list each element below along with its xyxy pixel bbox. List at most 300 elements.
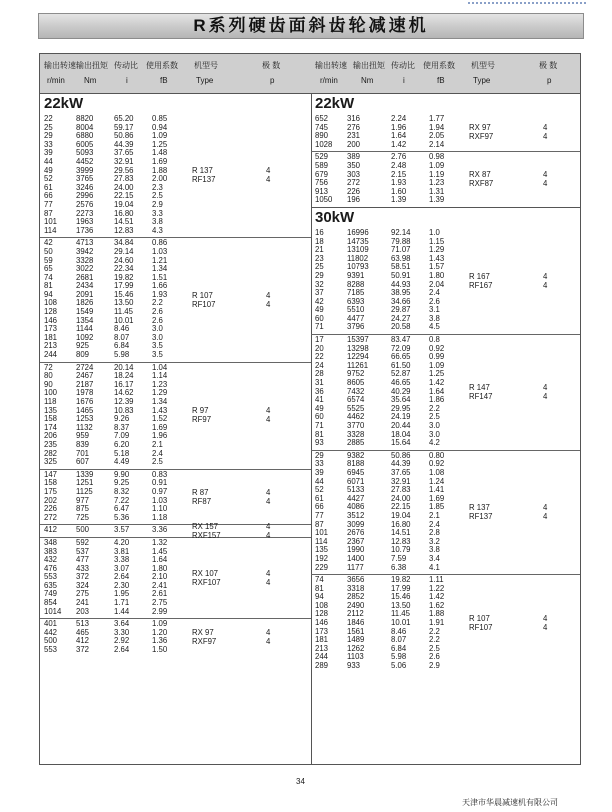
cell-ratio: 2.92 [114,636,130,646]
cell-speed: 39 [44,148,53,158]
left-table-half [40,54,312,764]
cell-speed: 101 [44,217,58,227]
table-row [311,141,581,150]
cell-speed: 81 [44,281,53,291]
cell-service-factor: 1.91 [429,618,445,628]
cell-torque: 6005 [76,139,94,149]
header-service-factor: 使用系数 [146,61,178,70]
cell-torque: 959 [76,431,90,441]
cell-torque: 925 [76,341,90,351]
cell-torque: 4452 [76,156,94,166]
cell-service-factor: 0.98 [429,152,445,162]
cell-speed: 529 [315,152,329,162]
cell-torque: 303 [347,169,361,179]
cell-torque: 8004 [76,122,94,132]
cell-poles: 4 [543,382,548,392]
cell-speed: 244 [315,652,329,662]
cell-torque: 9382 [347,450,365,460]
cell-torque: 3246 [76,182,94,192]
cell-speed: 890 [315,131,329,141]
cell-type: RF167 [469,280,493,290]
cell-torque: 513 [76,619,90,629]
cell-service-factor: 1.41 [429,485,445,495]
cell-ratio: 66.65 [391,352,411,362]
cell-torque: 13298 [347,343,369,353]
cell-type: RXF97 [469,132,494,142]
cell-torque: 276 [347,122,361,132]
cell-speed: 913 [315,186,329,196]
cell-speed: 1014 [44,606,62,616]
cell-speed: 72 [44,362,53,372]
header-poles: 极 数 [262,61,281,70]
cell-torque: 231 [347,131,361,141]
cell-poles: 4 [543,511,548,521]
header-type: 机型号 [471,61,495,70]
cell-type: RX 97 [192,628,214,638]
cell-speed: 226 [44,504,58,514]
cell-torque: 4477 [347,313,365,323]
cell-torque: 4086 [347,502,365,512]
cell-speed: 108 [44,298,58,308]
cell-type: RF97 [192,415,212,425]
unit-poles: p [547,76,552,85]
cell-speed: 100 [44,388,58,398]
cell-speed: 23 [315,253,324,263]
spec-table [39,53,581,765]
cell-torque: 16996 [347,227,369,237]
cell-speed: 52 [44,174,53,184]
cell-ratio: 13.50 [391,600,411,610]
cell-torque: 8288 [347,279,365,289]
table-row [40,351,311,360]
cell-type: RXF157 [192,530,221,540]
cell-service-factor: 0.91 [152,478,168,488]
cell-torque: 3796 [347,322,365,332]
cell-speed: 81 [315,583,324,593]
cell-ratio: 24.60 [114,255,134,265]
cell-torque: 4427 [347,493,365,503]
cell-torque: 1253 [76,414,94,424]
cell-ratio: 8.37 [114,422,130,432]
cell-torque: 3099 [347,519,365,529]
cell-speed: 175 [44,486,58,496]
cell-service-factor: 1.11 [429,575,444,585]
cell-speed: 29 [315,450,324,460]
cell-service-factor: 1.88 [152,165,168,175]
cell-torque: 4713 [76,238,94,248]
cell-type: R 167 [469,271,490,281]
cell-speed: 74 [315,575,324,585]
cell-torque: 809 [76,350,90,360]
cell-service-factor: 2.4 [152,448,163,458]
cell-ratio: 17.99 [114,281,134,291]
cell-service-factor: 3.0 [152,332,163,342]
cell-poles: 4 [543,280,548,290]
cell-type: R 107 [192,290,213,300]
cell-poles: 4 [266,299,271,309]
cell-ratio: 72.09 [391,343,411,353]
cell-ratio: 4.20 [114,537,130,547]
cell-torque: 1978 [76,388,94,398]
cell-speed: 213 [44,341,58,351]
cell-torque: 2273 [76,208,94,218]
cell-torque: 14735 [347,236,369,246]
cell-speed: 71 [315,421,324,430]
cell-ratio: 20.58 [391,322,411,332]
cell-type: RX 87 [469,170,491,180]
cell-type: RXF87 [469,179,494,189]
cell-ratio: 59.17 [114,122,134,132]
cell-torque: 13109 [347,245,369,255]
model-block [311,451,581,575]
cell-torque: 1990 [347,545,365,555]
cell-torque: 701 [76,448,90,458]
cell-speed: 93 [315,438,324,448]
cell-speed: 36 [315,386,324,396]
cell-service-factor: 4.5 [429,322,440,332]
cell-speed: 147 [44,469,58,479]
cell-speed: 192 [315,553,329,563]
cell-service-factor: 1.08 [429,467,445,477]
cell-poles: 4 [266,628,271,638]
cell-ratio: 65.20 [114,114,134,123]
cell-service-factor: 1.03 [152,495,168,505]
cell-torque: 607 [76,457,90,467]
title-dash-decoration [543,44,583,48]
cell-poles: 4 [543,170,548,180]
cell-ratio: 10.79 [391,545,411,555]
unit-torque: Nm [84,76,97,85]
cell-speed: 59 [44,255,53,265]
cell-ratio: 29.56 [114,165,134,175]
cell-ratio: 44.39 [391,459,411,469]
unit-poles: p [270,76,275,85]
cell-type: R 97 [192,406,209,416]
cell-speed: 114 [315,536,328,546]
cell-torque: 2187 [76,379,94,389]
cell-torque: 1489 [347,635,365,645]
model-block [40,238,311,362]
cell-ratio: 14.51 [391,528,411,538]
model-block [40,470,311,526]
cell-poles: 4 [543,179,548,189]
cell-ratio: 9.90 [114,469,130,479]
cell-ratio: 22.15 [391,502,411,512]
power-section [311,94,581,207]
cell-speed: 173 [315,626,329,636]
cell-poles: 4 [266,487,271,497]
cell-type: RF107 [469,623,493,633]
cell-service-factor: 2.75 [152,598,168,608]
cell-speed: 756 [315,178,329,188]
cell-ratio: 3.30 [114,627,130,637]
cell-service-factor: 1.96 [152,431,168,441]
cell-speed: 44 [44,156,53,166]
cell-service-factor: 1.23 [152,379,168,389]
cell-speed: 24 [315,360,324,370]
power-heading: 30kW [315,208,355,226]
cell-type: RF137 [469,511,493,521]
cell-service-factor: 2.04 [429,279,445,289]
cell-speed: 44 [315,476,324,486]
cell-speed: 28 [315,369,324,379]
cell-torque: 2852 [347,592,365,602]
cell-torque: 2576 [76,199,94,209]
cell-type: RX 97 [469,123,491,133]
cell-service-factor: 0.97 [152,486,168,496]
cell-ratio: 34.84 [114,238,134,248]
model-block [311,575,581,673]
cell-speed: 442 [44,627,58,637]
cell-torque: 3770 [347,421,365,430]
cell-poles: 4 [543,271,548,281]
cell-service-factor: 2.6 [152,307,163,317]
cell-ratio: 3.57 [114,525,130,535]
cell-ratio: 2.24 [391,114,407,123]
cell-speed: 589 [315,160,329,170]
unit-type: Type [196,76,214,85]
cell-service-factor: 2.99 [152,606,168,616]
cell-speed: 432 [44,555,58,565]
cell-speed: 135 [44,405,58,415]
cell-poles: 4 [543,614,548,624]
cell-service-factor: 2.9 [152,199,163,209]
cell-speed: 42 [315,296,324,306]
table-row [40,458,311,467]
table-row [40,646,311,655]
cell-ratio: 29.95 [391,403,411,413]
cell-service-factor: 1.45 [152,546,168,556]
cell-service-factor: 1.86 [429,395,445,405]
cell-speed: 29 [44,131,53,141]
cell-ratio: 6.20 [114,439,130,449]
cell-speed: 49 [315,403,324,413]
cell-ratio: 24.19 [391,412,411,422]
cell-service-factor: 1.42 [429,378,445,388]
cell-torque: 8820 [76,114,94,123]
cell-ratio: 2.30 [114,580,130,590]
cell-torque: 275 [76,589,90,599]
cell-ratio: 11.45 [114,307,133,317]
cell-speed: 1028 [315,139,333,149]
cell-service-factor: 2.05 [429,131,445,141]
cell-torque: 839 [76,439,90,449]
cell-speed: 49 [44,165,53,175]
cell-ratio: 61.50 [391,360,411,370]
cell-ratio: 14.51 [114,217,134,227]
cell-service-factor: 1.09 [152,131,168,141]
cell-type: R 107 [469,614,490,624]
model-block [40,521,311,540]
cell-ratio: 19.04 [391,510,411,520]
cell-torque: 241 [76,598,90,608]
cell-torque: 1125 [76,486,93,496]
cell-ratio: 15.46 [391,592,411,602]
cell-service-factor: 1.66 [152,281,168,291]
cell-service-factor: 1.25 [152,139,168,149]
cell-service-factor: 1.62 [429,600,445,610]
cell-torque: 8605 [347,378,365,388]
cell-speed: 135 [315,545,329,555]
cell-speed: 383 [44,546,58,556]
cell-torque: 1561 [347,626,365,636]
cell-service-factor: 1.48 [152,148,168,158]
cell-torque: 977 [76,495,90,505]
cell-ratio: 1.60 [391,186,407,196]
cell-type: RF137 [192,175,216,185]
table-row [40,227,311,236]
cell-ratio: 2.64 [114,645,130,655]
cell-speed: 20 [315,343,324,353]
cell-speed: 206 [44,431,58,441]
cell-torque: 2367 [347,536,365,546]
cell-speed: 37 [315,288,324,298]
cell-type: RF147 [469,391,493,401]
cell-torque: 316 [347,114,361,123]
cell-ratio: 9.25 [114,478,130,488]
cell-ratio: 1.93 [391,178,407,188]
cell-service-factor: 2.2 [429,626,440,636]
power-heading: 22kW [44,95,84,112]
cell-torque: 200 [347,139,361,149]
cell-type: RXF107 [192,577,221,587]
cell-ratio: 8.07 [114,332,130,342]
cell-ratio: 20.44 [391,421,411,430]
cell-ratio: 1.71 [114,598,130,608]
cell-speed: 108 [315,600,329,610]
table-row [311,439,581,448]
cell-service-factor: 3.36 [152,525,168,535]
cell-type: R 147 [469,382,490,392]
cell-ratio: 12.39 [114,397,134,406]
cell-poles: 4 [266,521,271,531]
cell-type: R 87 [192,487,209,497]
cell-torque: 324 [76,580,90,590]
cell-ratio: 6.84 [391,643,407,653]
left-sections [40,94,311,657]
cell-service-factor: 3.3 [152,208,163,218]
cell-torque: 2724 [76,362,94,372]
header-type: 机型号 [194,61,218,70]
table-header [311,54,581,94]
cell-ratio: 40.29 [391,386,411,396]
table-row [40,526,311,535]
unit-speed: r/min [320,76,338,85]
cell-speed: 81 [315,429,324,439]
cell-service-factor: 2.41 [152,580,168,590]
cell-ratio: 19.04 [114,199,134,209]
cell-speed: 87 [44,208,53,218]
cell-ratio: 11.45 [391,609,410,619]
cell-service-factor: 1.88 [429,609,445,619]
cell-service-factor: 1.52 [152,414,168,424]
cell-torque: 6945 [347,467,365,477]
cell-service-factor: 0.94 [152,122,168,132]
cell-service-factor: 1.23 [429,178,445,188]
cell-ratio: 19.82 [114,272,134,282]
power-heading: 22kW [315,95,355,112]
cell-speed: 348 [44,537,58,547]
cell-service-factor: 1.50 [152,645,168,655]
table-row [311,196,581,205]
cell-speed: 128 [315,609,329,619]
cell-ratio: 15.64 [391,438,411,448]
cell-service-factor: 1.32 [152,537,168,547]
cell-speed: 118 [44,397,57,406]
cell-speed: 77 [44,199,53,209]
cell-torque: 11261 [347,360,369,370]
cell-ratio: 50.91 [391,270,411,280]
cell-torque: 1676 [76,397,94,406]
cell-service-factor: 2.5 [429,412,440,422]
cell-type: R 137 [192,166,213,176]
cell-poles: 4 [266,568,271,578]
cell-speed: 553 [44,645,58,655]
cell-ratio: 2.64 [114,572,130,582]
cell-service-factor: 3.2 [429,536,440,546]
cell-speed: 16 [315,227,324,237]
cell-ratio: 1.96 [391,122,407,132]
unit-ratio: i [126,76,128,85]
cell-torque: 537 [76,546,90,556]
cell-poles: 4 [543,132,548,142]
cell-torque: 1354 [76,315,94,325]
cell-torque: 2112 [347,609,364,619]
cell-ratio: 8.32 [114,486,130,496]
cell-type: RF107 [192,299,216,309]
cell-service-factor: 1.36 [152,636,168,646]
cell-ratio: 44.93 [391,279,411,289]
cell-ratio: 50.86 [114,131,134,141]
cell-ratio: 1.42 [391,139,407,149]
cell-service-factor: 1.69 [152,422,168,432]
cell-poles: 4 [266,406,271,416]
header-output-speed: 输出转速 [315,61,347,70]
cell-service-factor: 1.69 [429,493,445,503]
cell-service-factor: 3.8 [152,217,163,227]
cell-service-factor: 1.42 [429,592,445,602]
cell-torque: 1103 [347,652,364,662]
cell-ratio: 18.04 [391,429,411,439]
cell-torque: 226 [347,186,361,196]
cell-poles: 4 [266,166,271,176]
cell-ratio: 3.07 [114,563,130,573]
cell-service-factor: 0.8 [429,335,440,345]
cell-torque: 389 [347,152,361,162]
cell-ratio: 3.38 [114,555,130,565]
page-number: 34 [296,777,305,786]
cell-torque: 2676 [347,528,365,538]
cell-ratio: 16.17 [114,379,134,389]
cell-speed: 94 [44,289,53,299]
cell-ratio: 12.83 [114,225,134,235]
cell-ratio: 35.64 [391,395,411,405]
cell-ratio: 20.14 [114,362,134,372]
cell-torque: 1400 [347,553,365,563]
cell-torque: 9391 [347,270,365,280]
cell-speed: 32 [315,279,324,289]
cell-ratio: 37.65 [114,148,134,158]
cell-ratio: 32.91 [391,476,411,486]
cell-speed: 17 [315,335,324,345]
cell-service-factor: 2.5 [429,643,440,653]
cell-service-factor: 1.85 [429,502,445,512]
cell-service-factor: 2.8 [429,528,440,538]
cell-type: R 137 [469,502,490,512]
unit-ratio: i [403,76,405,85]
cell-service-factor: 1.20 [152,627,168,637]
cell-torque: 196 [347,195,361,205]
